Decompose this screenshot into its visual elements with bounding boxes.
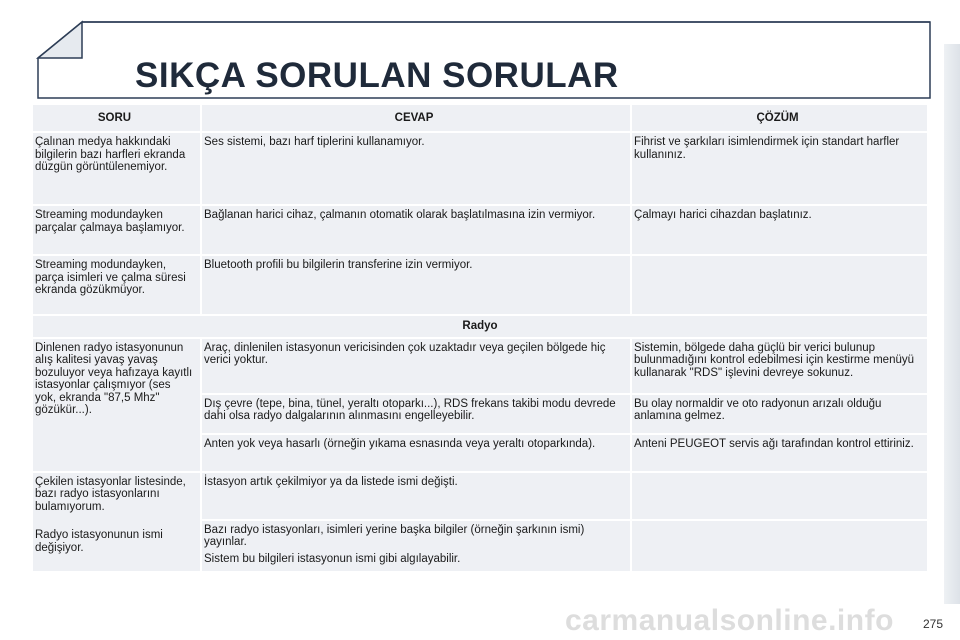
answer-line-2: Sistem bu bilgileri istasyonun ismi gibi algılayabilir. bbox=[204, 552, 461, 565]
page-number: 275 bbox=[922, 617, 943, 631]
question-cell bbox=[33, 473, 202, 573]
header-answer: CEVAP bbox=[202, 105, 632, 133]
section-row bbox=[33, 316, 929, 339]
answer-cell: Dış çevre (tepe, bina, tünel, yeraltı otoparkı...), RDS frekans takibi modu devrede dahi olsa radyo dalgalarının alınmasını engelleyebilir. bbox=[202, 395, 632, 435]
answer-cell bbox=[202, 521, 632, 573]
question-name-change: Radyo istasyonunun ismi değişiyor. bbox=[35, 529, 163, 554]
solution-cell: Anteni PEUGEOT servis ağı tarafından kontrol ettiriniz. bbox=[632, 435, 929, 473]
header-solution: ÇÖZÜM bbox=[632, 105, 929, 133]
solution-cell: Fihrist ve şarkıları isimlendirmek için standart harfler kullanınız. bbox=[632, 133, 929, 206]
solution-cell bbox=[632, 521, 929, 573]
answer-cell: Bağlanan harici cihaz, çalmanın otomatik olarak başlatılmasına izin vermiyor. bbox=[202, 206, 632, 256]
question-cell: Streaming modundayken, parça isimleri ve çalma süresi ekranda gözükmüyor. bbox=[33, 256, 202, 316]
solution-cell: Çalmayı harici cihazdan başlatınız. bbox=[632, 206, 929, 256]
table-row bbox=[33, 133, 929, 206]
solution-cell: Sistemin, bölgede daha güçlü bir verici bulunup bulunmadığını kontrol edebilmesi için kestirme menüyü kullanarak "RDS" işlevini devreye sokunuz. bbox=[632, 339, 929, 395]
answer-cell: Bluetooth profili bu bilgilerin transferine izin vermiyor. bbox=[202, 256, 632, 316]
answer-cell: Anten yok veya hasarlı (örneğin yıkama esnasında veya yeraltı otoparkında). bbox=[202, 435, 632, 473]
question-cell: Çalınan medya hakkındaki bilgilerin bazı harfleri ekranda düzgün görüntülenemiyor. bbox=[33, 133, 202, 206]
solution-cell bbox=[632, 256, 929, 316]
answer-cell: Araç, dinlenilen istasyonun vericisinden çok uzaktadır veya geçilen bölgede hiç verici yoktur. bbox=[202, 339, 632, 395]
solution-cell bbox=[632, 473, 929, 521]
question-missing-stations: Çekilen istasyonlar listesinde, bazı radyo istasyonlarını bulamıyorum. bbox=[35, 475, 186, 513]
faq-table bbox=[33, 105, 929, 573]
question-cell: Streaming modundayken parçalar çalmaya başlamıyor. bbox=[33, 206, 202, 256]
answer-cell: Ses sistemi, bazı harf tiplerini kullanamıyor. bbox=[202, 133, 632, 206]
page-title: SIKÇA SORULAN SORULAR bbox=[135, 56, 619, 95]
watermark: carmanualsonline.info bbox=[565, 604, 894, 637]
table-header-row bbox=[33, 105, 929, 133]
table-row bbox=[33, 206, 929, 256]
side-strip bbox=[944, 44, 960, 604]
table-row bbox=[33, 256, 929, 316]
answer-line-1: Bazı radyo istasyonları, isimleri yerine başka bilgiler (örneğin şarkının ismi) yayınlar. bbox=[204, 523, 585, 548]
answer-cell: İstasyon artık çekilmiyor ya da listede ismi değişti. bbox=[202, 473, 632, 521]
solution-cell: Bu olay normaldir ve oto radyonun arızalı olduğu anlamına gelmez. bbox=[632, 395, 929, 435]
table-row bbox=[33, 339, 929, 395]
table-row bbox=[33, 473, 929, 521]
section-radio-heading: Radyo bbox=[33, 316, 929, 339]
question-cell: Dinlenen radyo istasyonunun alış kalitesi yavaş yavaş bozuluyor veya hafızaya kayıtlı istasyonlar çalışmıyor (ses yok, ekranda "87,5 Mhz" gözükür...). bbox=[33, 339, 202, 473]
header-question: SORU bbox=[33, 105, 202, 133]
